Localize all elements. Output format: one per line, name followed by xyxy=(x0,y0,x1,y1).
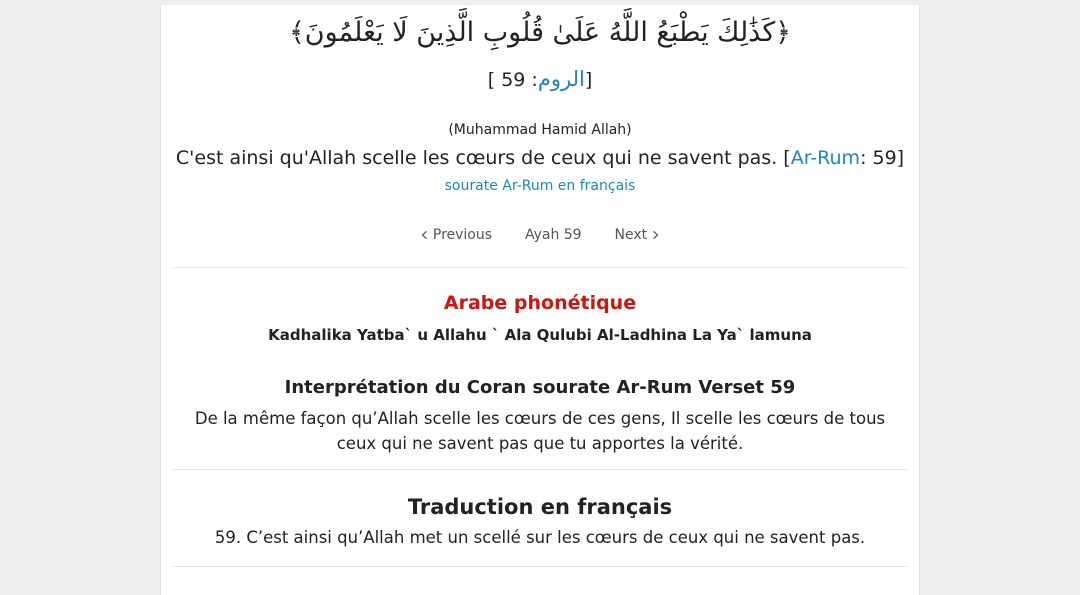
previous-label: Previous xyxy=(432,227,493,243)
phonetic-heading: Arabe phonétique xyxy=(443,292,637,314)
french-translation-heading: Traduction en français xyxy=(407,495,673,519)
sura-name-arabic-link[interactable]: الروم xyxy=(537,67,585,91)
current-ayah-label: Ayah 59 xyxy=(524,227,582,243)
chevron-right-icon: › xyxy=(651,222,660,246)
surah-french-link[interactable]: sourate Ar-Rum en français xyxy=(444,178,636,194)
arabic-verse: ﴿كَذَٰلِكَ يَطْبَعُ اللَّهُ عَلَىٰ قُلُوبِ الَّذِينَ لَا يَعْلَمُونَ﴾ xyxy=(288,17,792,48)
sura-link-ar-rum[interactable]: Ar-Rum xyxy=(790,147,861,169)
divider xyxy=(173,566,907,567)
ref-open-bracket: [ xyxy=(487,69,502,91)
chevron-left-icon: ‹ xyxy=(420,222,429,246)
translator-name: (Muhammad Hamid Allah) xyxy=(448,122,632,138)
previous-button[interactable] xyxy=(420,223,492,247)
ref-verse-number: 59 xyxy=(501,69,526,91)
french-translation-text: 59. C’est ainsi qu’Allah met un scellé sur les cœurs de ceux qui ne savent pas. xyxy=(214,528,866,547)
verse-reference xyxy=(161,67,919,91)
ref-separator: : xyxy=(525,69,538,91)
translation-ayah-suffix: : 59] xyxy=(860,147,905,169)
ayah-navigation xyxy=(161,223,919,247)
french-translation xyxy=(161,147,919,169)
interpretation-heading: Interprétation du Coran sourate Ar-Rum Verset 59 xyxy=(284,377,796,398)
ref-close-bracket: ] xyxy=(584,69,593,91)
translation-text: C'est ainsi qu'Allah scelle les cœurs de ceux qui ne savent pas. [ xyxy=(175,147,791,169)
phonetic-text: Kadhalika Yatba` u Allahu ` Ala Qulubi Al-Ladhina La Ya` lamuna xyxy=(268,326,812,344)
interpretation-text: De la même façon qu’Allah scelle les cœurs de ces gens, Il scelle les cœurs de tous ceux qui ne savent pas que tu apportes la vérité. xyxy=(194,409,886,453)
divider xyxy=(173,469,907,470)
verse-card xyxy=(160,5,920,595)
next-button[interactable] xyxy=(615,223,660,247)
next-label: Next xyxy=(614,227,648,243)
divider xyxy=(173,267,907,268)
